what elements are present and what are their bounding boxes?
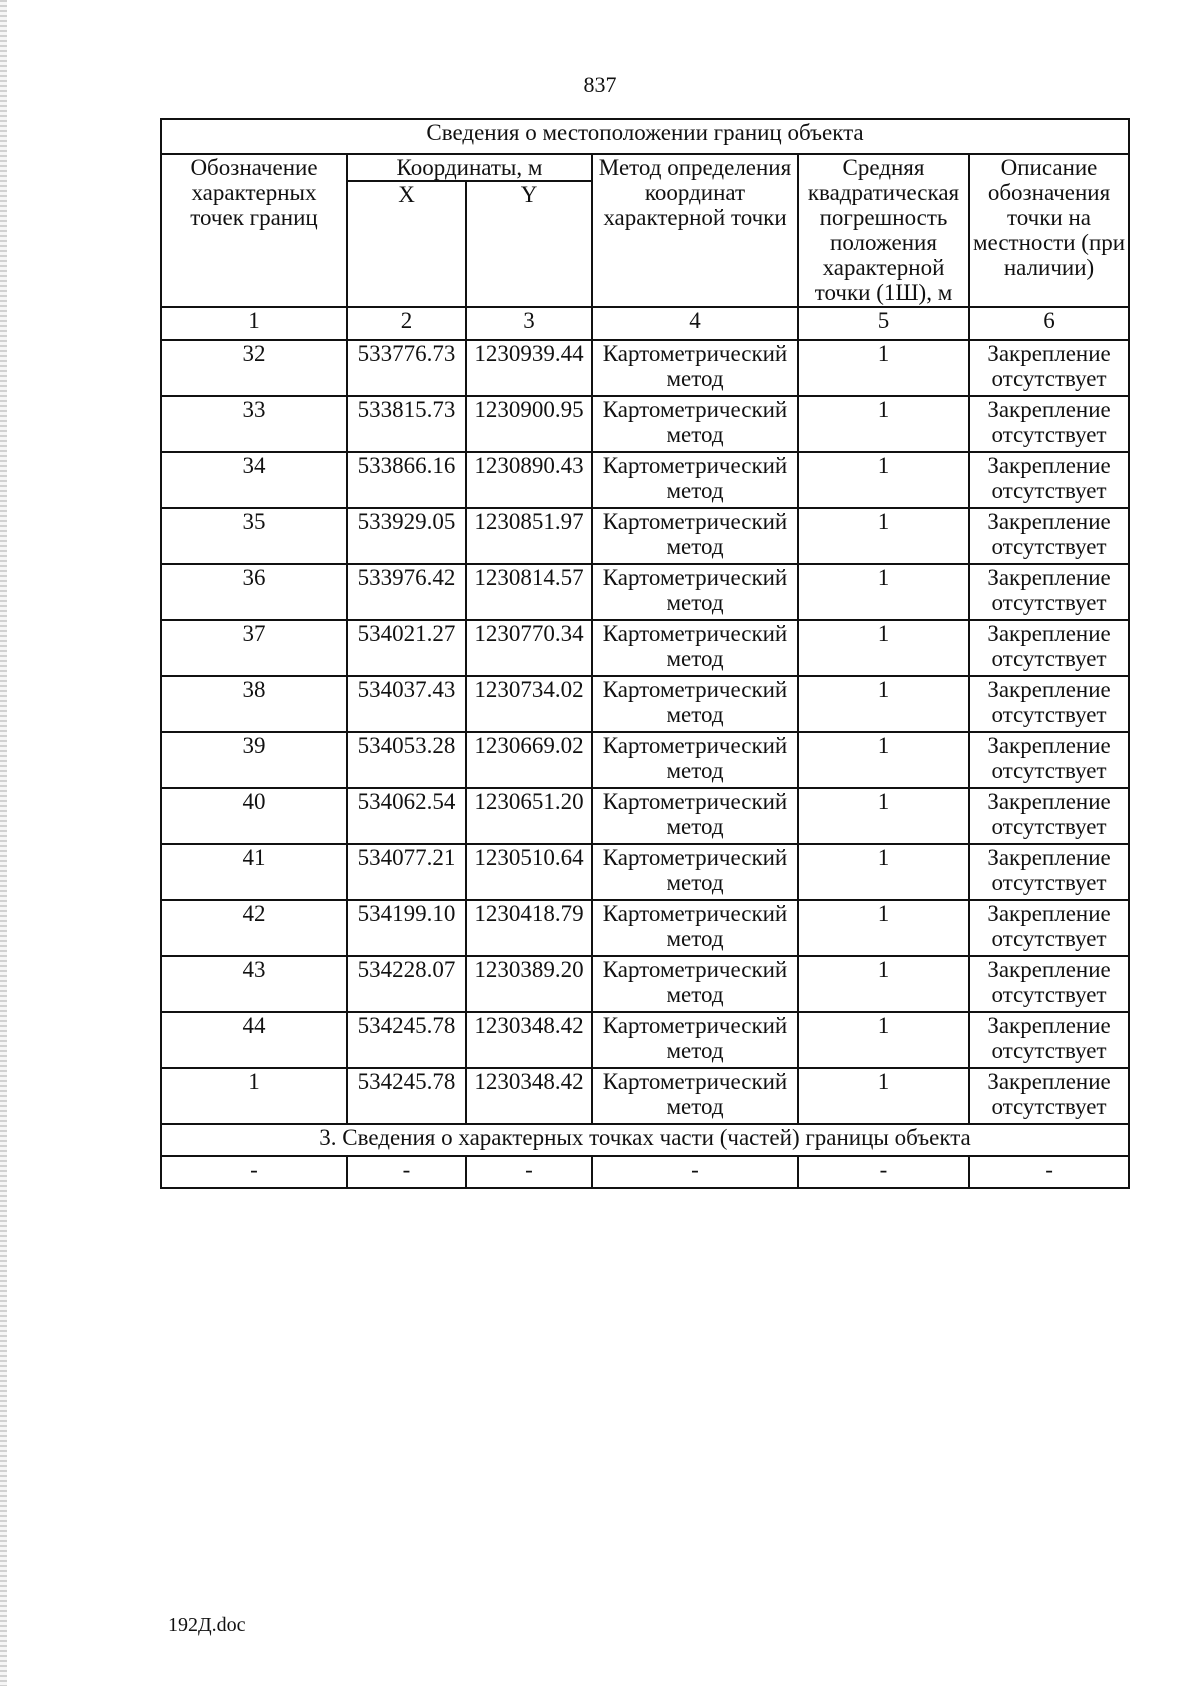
cell-method: Картометрический метод	[592, 340, 798, 396]
cell-y: 1230348.42	[466, 1012, 592, 1068]
section-3-cell: -	[347, 1156, 466, 1188]
cell-description: Закрепление отсутствует	[969, 844, 1129, 900]
cell-method: Картометрический метод	[592, 508, 798, 564]
section-3-cell: -	[466, 1156, 592, 1188]
column-number-row	[161, 307, 1129, 340]
cell-x: 534077.21	[347, 844, 466, 900]
table-row	[161, 1012, 1129, 1068]
cell-description: Закрепление отсутствует	[969, 732, 1129, 788]
cell-y: 1230418.79	[466, 900, 592, 956]
cell-point: 42	[161, 900, 347, 956]
cell-x: 533976.42	[347, 564, 466, 620]
cell-error: 1	[798, 452, 969, 508]
cell-error: 1	[798, 1068, 969, 1124]
column-number: 6	[969, 307, 1129, 340]
cell-method: Картометрический метод	[592, 900, 798, 956]
footer-filename: 192Д.doc	[168, 1614, 246, 1636]
cell-description: Закрепление отсутствует	[969, 452, 1129, 508]
cell-x: 534245.78	[347, 1012, 466, 1068]
cell-y: 1230734.02	[466, 676, 592, 732]
cell-x: 533815.73	[347, 396, 466, 452]
cell-error: 1	[798, 1012, 969, 1068]
cell-error: 1	[798, 900, 969, 956]
cell-method: Картометрический метод	[592, 732, 798, 788]
cell-point: 37	[161, 620, 347, 676]
cell-description: Закрепление отсутствует	[969, 956, 1129, 1012]
section-3-cell: -	[592, 1156, 798, 1188]
cell-y: 1230770.34	[466, 620, 592, 676]
cell-error: 1	[798, 396, 969, 452]
cell-method: Картометрический метод	[592, 844, 798, 900]
table-row	[161, 676, 1129, 732]
header-x: X	[347, 181, 466, 307]
cell-point: 38	[161, 676, 347, 732]
cell-method: Картометрический метод	[592, 956, 798, 1012]
table-row	[161, 844, 1129, 900]
cell-method: Картометрический метод	[592, 676, 798, 732]
cell-method: Картометрический метод	[592, 620, 798, 676]
cell-point: 43	[161, 956, 347, 1012]
column-number: 2	[347, 307, 466, 340]
section-3-cell: -	[161, 1156, 347, 1188]
cell-point: 36	[161, 564, 347, 620]
boundary-coordinates-table	[160, 118, 1130, 1189]
cell-point: 44	[161, 1012, 347, 1068]
table-row	[161, 732, 1129, 788]
cell-method: Картометрический метод	[592, 396, 798, 452]
cell-point: 1	[161, 1068, 347, 1124]
cell-error: 1	[798, 788, 969, 844]
table-title: Сведения о местоположении границ объекта	[161, 119, 1129, 154]
section-3-row	[161, 1124, 1129, 1156]
header-y: Y	[466, 181, 592, 307]
cell-description: Закрепление отсутствует	[969, 396, 1129, 452]
cell-description: Закрепление отсутствует	[969, 1068, 1129, 1124]
table-row	[161, 396, 1129, 452]
cell-x: 534021.27	[347, 620, 466, 676]
cell-y: 1230669.02	[466, 732, 592, 788]
cell-y: 1230510.64	[466, 844, 592, 900]
cell-x: 533866.16	[347, 452, 466, 508]
cell-description: Закрепление отсутствует	[969, 788, 1129, 844]
cell-x: 534245.78	[347, 1068, 466, 1124]
header-coords: Координаты, м	[347, 154, 592, 181]
table-row	[161, 452, 1129, 508]
page-number: 837	[583, 72, 617, 97]
column-number: 5	[798, 307, 969, 340]
cell-x: 534037.43	[347, 676, 466, 732]
cell-y: 1230890.43	[466, 452, 592, 508]
cell-error: 1	[798, 676, 969, 732]
cell-description: Закрепление отсутствует	[969, 620, 1129, 676]
cell-point: 40	[161, 788, 347, 844]
column-number: 4	[592, 307, 798, 340]
table-row	[161, 900, 1129, 956]
scan-edge	[0, 0, 7, 1686]
table-row	[161, 1068, 1129, 1124]
cell-error: 1	[798, 844, 969, 900]
cell-point: 35	[161, 508, 347, 564]
cell-error: 1	[798, 620, 969, 676]
cell-point: 33	[161, 396, 347, 452]
cell-y: 1230900.95	[466, 396, 592, 452]
cell-description: Закрепление отсутствует	[969, 676, 1129, 732]
cell-method: Картометрический метод	[592, 1012, 798, 1068]
header-point: Обозначение характерных точек границ	[161, 154, 347, 307]
cell-y: 1230348.42	[466, 1068, 592, 1124]
section-3-empty-row	[161, 1156, 1129, 1188]
cell-y: 1230389.20	[466, 956, 592, 1012]
table-row	[161, 340, 1129, 396]
cell-x: 534199.10	[347, 900, 466, 956]
cell-method: Картометрический метод	[592, 452, 798, 508]
cell-point: 32	[161, 340, 347, 396]
cell-y: 1230851.97	[466, 508, 592, 564]
cell-error: 1	[798, 340, 969, 396]
cell-x: 534053.28	[347, 732, 466, 788]
cell-y: 1230651.20	[466, 788, 592, 844]
table-row	[161, 508, 1129, 564]
cell-error: 1	[798, 956, 969, 1012]
cell-description: Закрепление отсутствует	[969, 900, 1129, 956]
table-title-row	[161, 119, 1129, 154]
cell-x: 533929.05	[347, 508, 466, 564]
table-row	[161, 564, 1129, 620]
table-row	[161, 620, 1129, 676]
cell-method: Картометрический метод	[592, 564, 798, 620]
cell-y: 1230814.57	[466, 564, 592, 620]
cell-description: Закрепление отсутствует	[969, 508, 1129, 564]
column-number: 1	[161, 307, 347, 340]
cell-error: 1	[798, 732, 969, 788]
cell-description: Закрепление отсутствует	[969, 1012, 1129, 1068]
header-method: Метод определения координат характерной точки	[592, 154, 798, 307]
section-3-title: 3. Сведения о характерных точках части (частей) границы объекта	[161, 1124, 1129, 1156]
cell-x: 534228.07	[347, 956, 466, 1012]
section-3-cell: -	[969, 1156, 1129, 1188]
header-description: Описание обозначения точки на местности (при наличии)	[969, 154, 1129, 307]
cell-y: 1230939.44	[466, 340, 592, 396]
cell-point: 34	[161, 452, 347, 508]
cell-method: Картометрический метод	[592, 1068, 798, 1124]
cell-x: 534062.54	[347, 788, 466, 844]
column-number: 3	[466, 307, 592, 340]
cell-error: 1	[798, 564, 969, 620]
cell-description: Закрепление отсутствует	[969, 564, 1129, 620]
header-error: Средняя квадратическая погрешность положения характерной точки (1Ш), м	[798, 154, 969, 307]
section-3-cell: -	[798, 1156, 969, 1188]
cell-error: 1	[798, 508, 969, 564]
cell-description: Закрепление отсутствует	[969, 340, 1129, 396]
cell-method: Картометрический метод	[592, 788, 798, 844]
cell-point: 39	[161, 732, 347, 788]
table-row	[161, 788, 1129, 844]
cell-x: 533776.73	[347, 340, 466, 396]
header-row	[161, 154, 1129, 181]
table-row	[161, 956, 1129, 1012]
cell-point: 41	[161, 844, 347, 900]
